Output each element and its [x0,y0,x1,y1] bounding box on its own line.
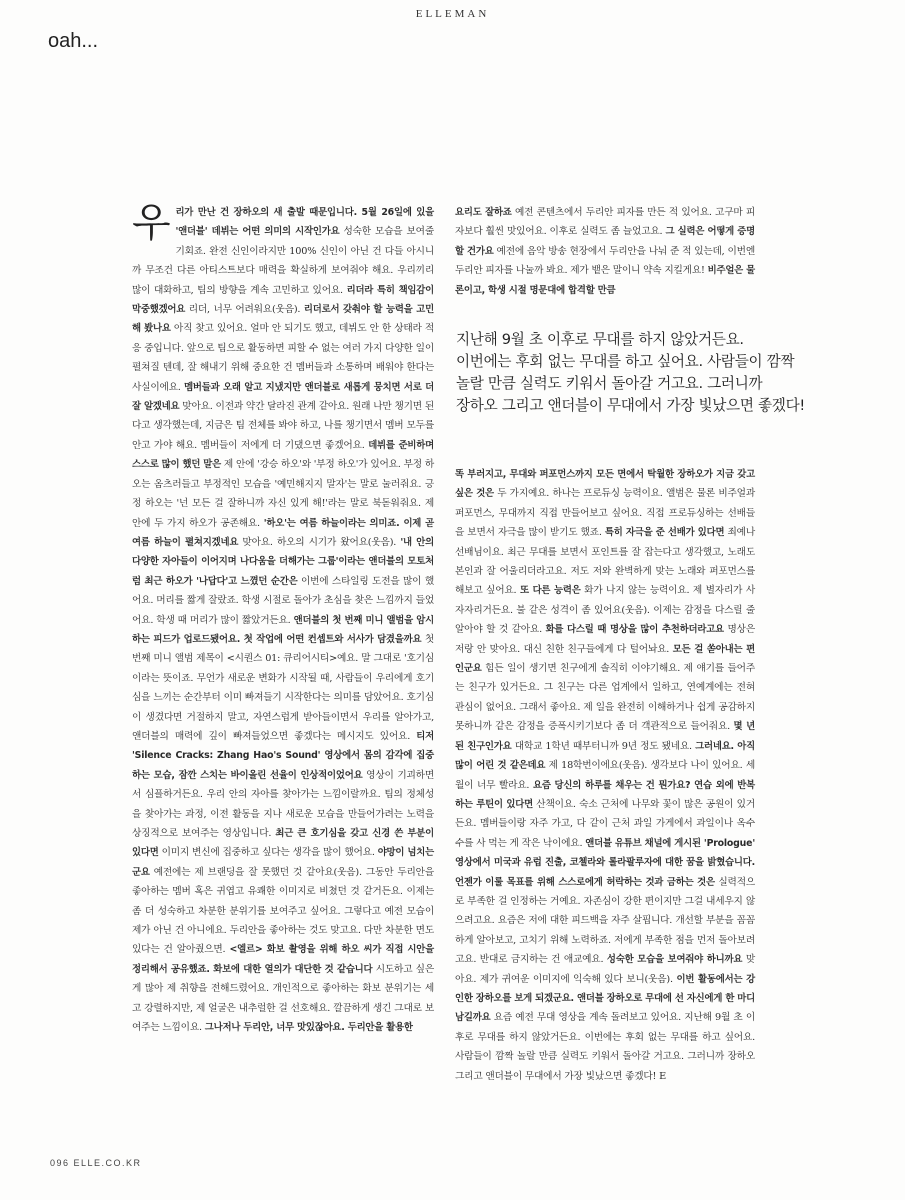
interview-question: 그러네요. 아직 많이 어린 것 같은데요 [455,740,755,772]
interview-answer: 영상이 기괴하면서 심플하거든요. 우리 안의 자아를 찾아가는 느낌이랄까요. 팀의 정체성을 찾아가는 과정, 이전 활동을 지나 새로운 모습을 만들어가려는 노력을 상징적으로 보여주는 영상입니다. [132,769,434,839]
interview-answer: 산책이요. 숙소 근처에 나무와 꽃이 많은 공원이 있거든요. 멤버들이랑 자주 가고, 다 같이 근처 과일 가게에서 과일이나 옥수수를 사 먹는 게 작은 낙이에요. [455,798,755,849]
interview-answer: 시도하고 싶은 게 많아 제 취향을 전해드렸어요. 개인적으로 좋아하는 화보 분위기는 세고 강렬하지만, 제 얼굴은 내추럴한 걸 선호해요. 깔끔하게 생긴 그대로 보여주는 느낌이요. [132,963,434,1034]
interview-question: 특히 자극을 준 선배가 있다면 [604,527,725,539]
interview-answer: 실력적으로 부족한 걸 인정하는 거예요. 자존심이 강한 편이지만 그걸 내세우지 않으려고요. 요즘은 저에 대한 피드백을 자주 살핍니다. 개선할 부분을 꼼꼼하게 알아보고, 고치기 위해 노력하죠. 저에게 부족한 점을 먼저 돌아보려고요. 반대로 금지하는 건 애교예요. [455,876,756,966]
interview-question: 앤더블 유튜브 채널에 게시된 'Prologue' 영상에서 미국과 유럽 진출, 코첼라와 롤라팔루자에 대한 꿈을 밝혔습니다. 언젠가 이룰 목표를 위해 스스로에게 허락하는 것과 금하는 것은 [455,837,755,888]
interview-answer: 첫 번째 미니 앨범 제목이 <시퀀스 01: 큐리어시티>예요. 말 그대로 '호기심이라는 뜻이죠. 무언가 새로운 변화가 시작될 때, 사람들이 우리에게 호기심을 느끼는 순간부터 이미 빠져들기 시작한다는 의미를 담았어요. 호기심이 생겼다면 거절하지 말고, 자연스럽게 받아들이면서 우리를 알아가고, 앤더블의 매력에 깊이 빠져들었으면 좋겠다는 메시지도 있어요. [132,633,434,742]
interview-question: 똑 부러지고, 무대와 퍼포먼스까지 모든 면에서 탁월한 장하오가 지금 갖고 싶은 것은 [455,469,755,500]
interview-answer: 예전에는 제 브랜딩을 잘 못했던 것 같아요(웃음). 그동안 두리안을 좋아하는 멤버 혹은 귀엽고 유쾌한 이미지로 비쳤던 것 같거든요. 이제는 좀 더 성숙하고 차분한 분위기를 보여주고 싶어요. 그렇다고 예전 모습이 제가 아닌 건 아니에요. 두리안을 좋아하는 것도 맞고요. 다만 차분한 면도 있다는 건 알아줬으면. [132,866,434,956]
right-top-text [455,203,755,300]
interview-answer: 힘든 일이 생기면 친구에게 솔직히 이야기해요. 제 얘기를 들어주는 친구가 있거든요. 그 친구는 다른 업계에서 일하고, 연예계에는 전혀 관심이 없어요. 그래서 좋아요. 제 일을 완전히 이해하거나 쉽게 공감하지 못하니까 같은 감정을 증폭시키기보다 좀 더 객관적으로 들어줘요. [455,663,755,733]
interview-answer: 리더, 너무 어려워요(웃음). [185,304,304,316]
interview-answer: 죄예나 선배님이요. 최근 무대를 보면서 포인트를 잘 잡는다고 생각했고, 노래도 본인과 잘 어울리더라고요. 저도 저와 완벽하게 맞는 노래와 퍼포먼스를 해보고 싶어요. [455,527,755,597]
right-bottom-text [455,465,755,1086]
article-right-column-top [455,203,755,300]
interview-answer: 명상은 저랑 안 맞아요. 대신 친한 친구들에게 다 털어놔요. [455,624,755,655]
section-title: oah... [48,30,99,52]
interview-answer: 맞아요. 이전과 약간 달라진 관계 같아요. 원래 나만 챙기면 된다고 생각했는데, 지금은 팀 전체를 봐야 하고, 나를 챙기면서 멤버 모두를 안고 가야 해요. 멤버들이 저에게 더 기댔으면 좋겠어요. [132,401,434,451]
pull-quote-line: 놀랄 만큼 실력도 키워서 돌아갈 거고요. 그러니까 [456,375,763,392]
interview-answer: 예전 콘텐츠에서 두리안 피자를 만든 적 있어요. 고구마 피자보다 훨씬 맛있어요. 이후로 실력도 좀 늘었고요. [455,207,755,238]
interview-answer: 제 안에 '강승 하오'와 '부정 하오'가 있어요. 부정 하오는 옴츠러들고 부정적인 모습을 '예민해지지 말자'는 말로 눌러줘요. 긍정 하오는 '넌 모든 걸 잘하니까 자신 있게 해!'라는 말로 북돋워줘요. 제 안에 두 가지 하오가 공존해요. [132,459,434,529]
interview-answer: 맞아요. 제가 귀여운 이미지에 익숙해 있다 보니(웃음). [455,954,755,985]
interview-question: 이번 활동에서는 강인한 장하오를 보게 되겠군요. 앤더블 장하오로 무대에 선 자신에게 한 마디 남길까요 [455,973,756,1024]
interview-answer: 대학교 1학년 때부터니까 9년 정도 됐네요. [511,740,696,752]
interview-question: 리가 만난 건 장하오의 새 출발 때문입니다. 5월 26일에 있을 '앤더블' 데뷔는 어떤 의미의 시작인가요 [175,207,434,238]
interview-question: 화를 다스릴 때 명상을 많이 추천하더라고요 [545,624,724,636]
interview-answer: 성숙한 모습을 보여줄 기회죠. 완전 신인이라지만 100% 신인이 아닌 건 다들 아시니까 무조건 다른 아티스트보다 매력을 확실하게 보여줘야 해요. 우리끼리 많이 대화하고, 팀의 방향을 계속 고민하고 있어요. [132,226,434,296]
interview-answer: 맞아요. 하오의 시기가 왔어요(웃음). [238,536,401,548]
interview-question: 그나저나 두리안, 너무 맛있잖아요. 두리안을 활용한 [204,1022,413,1034]
interview-answer: 화가 나지 않는 능력이요. 제 별자리가 사자자리거든요. 불 같은 성격이 좀 있어요(웃음). 이제는 감정을 다스릴 줄 알아야 할 것 같아요. [455,585,755,636]
pull-quote-line: 지난해 9월 초 이후로 무대를 하지 않았거든요. [456,331,744,348]
interview-question: 티저 'Silence Cracks: Zhang Hao's Sound' 영상에서 몸의 감각에 집중하는 모습, 잠깐 스치는 바이올린 선율이 인상적이었어요 [132,730,434,781]
interview-question: 성숙한 모습을 보여줘야 하니까요 [606,954,743,966]
article-left-column [132,200,435,1037]
interview-question: 그 실력은 어떻게 증명할 건가요 [455,226,756,257]
interview-question: 멤버들과 오래 알고 지냈지만 앤더블로 새롭게 뭉치면 서로 더 잘 알겠네요 [132,381,434,413]
article-right-column-bottom [455,465,755,1086]
interview-answer: 제 18학번이에요(웃음). 생각보다 나이 있어요. 세월이 너무 빨라요. [455,760,755,791]
interview-question: 또 다른 능력은 [519,585,581,597]
interview-question: '내 안의 다양한 자아들이 이어지며 나다움을 더해가는 그룹'이라는 앤더블의 모토처럼 최근 하오가 '나답다'고 느꼈던 순간은 [132,536,434,587]
interview-question: 요리도 잘하죠 [455,207,512,218]
page-folio: 096 ELLE.CO.KR [50,1158,142,1168]
interview-question: 데뷔를 준비하며 스스로 많이 했던 말은 [132,439,435,471]
interview-question: <엘르> 화보 촬영을 위해 하오 씨가 직접 시안을 정리해서 공유했죠. 화보에 대한 열의가 대단한 것 같습니다 [132,944,434,975]
interview-question: 리더로서 갖춰야 할 능력을 고민해 봤나요 [132,304,434,335]
interview-question: 앤더블의 첫 번째 미니 앨범을 암시하는 피드가 업로드됐어요. 첫 작업에 어떤 컨셉트와 서사가 담겼을까요 [132,614,435,645]
pull-quote [456,329,866,417]
interview-answer: 예전에 음악 방송 현장에서 두리안을 나눠 준 적 있는데, 이번엔 두리안 피자를 나눌까 봐요. 제가 뱉은 말이니 약속 지킬게요! [455,245,755,277]
drop-cap: 우 [132,200,171,246]
interview-answer: 아직 찾고 있어요. 얼마 안 되기도 했고, 데뷔도 안 한 상태라 적응 중입니다. 앞으로 팀으로 활동하면 피할 수 없는 여러 가지 다양한 일이 펼쳐질 텐데, 잘 해내기 위해 중요한 건 멤버들과 소통하며 배워야 한다는 사실이에요. [132,323,434,393]
interview-answer: 이미지 변신에 집중하고 싶다는 생각을 많이 했어요. [158,847,378,859]
interview-question: 야망이 넘치는군요 [132,847,434,878]
interview-answer: 두 가지예요. 하나는 프로듀싱 능력이요. 앨범은 물론 비주얼과 퍼포먼스, 무대까지 직접 만들어보고 싶어요. 직접 프로듀싱하는 선배들을 보면서 자극을 많이 받기도 했죠. [455,488,755,539]
masthead: ELLEMAN [415,8,490,20]
pull-quote-line: 장하오 그리고 앤더블이 무대에서 가장 빛났으면 좋겠다! [456,397,805,414]
left-column-text [132,200,435,1037]
pull-quote-line: 이번에는 후회 없는 무대를 하고 싶어요. 사람들이 깜짝 [456,353,795,370]
interview-question: 모든 걸 쏟아내는 편인군요 [455,643,755,675]
interview-question: 리더라 특히 책임감이 막중했겠어요 [132,284,435,316]
interview-answer: 이번에 스타일링 도전을 많이 했어요. 머리를 짧게 잘랐죠. 학생 시절로 돌아가 초심을 찾은 느낌까지 들었어요. 학생 때 머리가 많이 짧았거든요. [132,575,434,626]
interview-question: 요즘 당신의 하루를 채우는 건 뭔가요? 연습 외에 반복하는 루틴이 있다면 [455,779,756,810]
interview-question: 비주얼은 물론이고, 학생 시절 명문대에 합격할 만큼 [455,265,755,296]
interview-question: 최근 큰 호기심을 갖고 신경 쓴 부분이 있다면 [132,828,435,859]
interview-question: 몇 년 된 친구인가요 [455,721,755,752]
interview-answer: 요즘 예전 무대 영상을 계속 돌려보고 있어요. 지난해 9월 초 이후로 무대를 하지 않았거든요. 이번에는 후회 없는 무대를 하고 싶어요. 사람들이 깜짝 놀랄 만큼 실력도 키워서 돌아갈 거고요. 그러니까 장하오 그리고 앤더블이 무대에서 가장 빛났으면 좋겠다! E [455,1012,755,1082]
interview-question: '하오'는 여름 하늘이라는 의미죠. 이제 곧 여름 하늘이 펼쳐지겠네요 [132,517,434,548]
